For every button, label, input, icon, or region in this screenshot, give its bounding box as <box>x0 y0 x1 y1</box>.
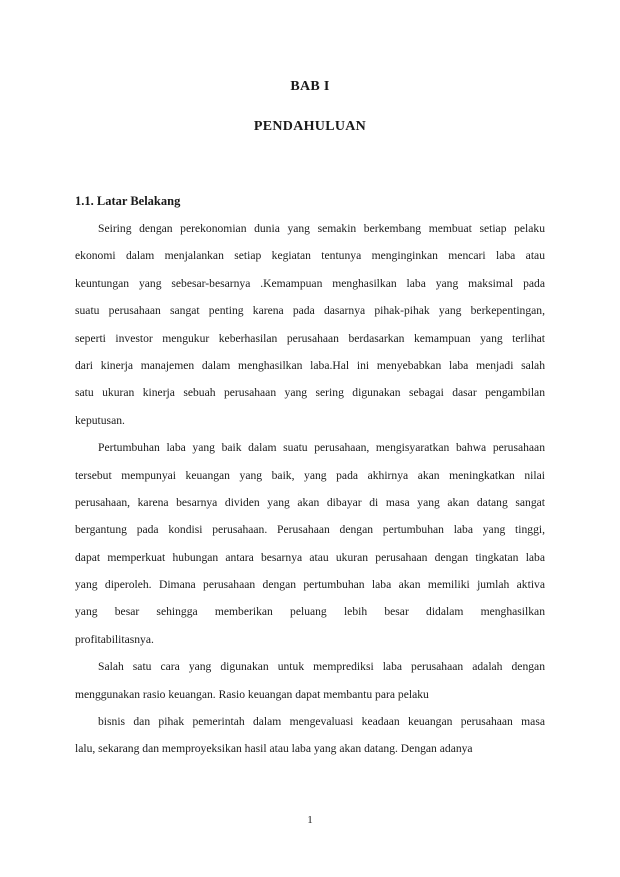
body-line: lalu, sekarang dan memproyeksikan hasil atau laba yang akan datang. Dengan adanya <box>75 742 473 756</box>
body-line: dapat memperkuat hubungan antara besarnya atau ukuran perusahaan dengan tingkatan laba <box>75 550 545 564</box>
section-heading: 1.1. Latar Belakang <box>75 194 181 208</box>
body-line: yang besar sehingga memberikan peluang lebih besar didalam menghasilkan <box>75 605 545 619</box>
body-line: tersebut mempunyai keuangan yang baik, yang pada akhirnya akan meningkatkan nilai <box>75 468 545 482</box>
chapter-title: PENDAHULUAN <box>253 119 367 134</box>
body-text <box>75 215 545 763</box>
body-line: bergantung pada kondisi perusahaan. Perusahaan dengan pertumbuhan laba yang tinggi, <box>75 523 545 537</box>
body-line: ekonomi dalam menjalankan setiap kegiatan tentunya menginginkan mencari laba atau <box>75 249 545 263</box>
body-line: keuntungan yang sebesar-besarnya .Kemampuan menghasilkan laba yang maksimal pada <box>75 276 545 290</box>
body-line: Pertumbuhan laba yang baik dalam suatu perusahaan, mengisyaratkan bahwa perusahaan <box>98 441 545 455</box>
body-line: satu ukuran kinerja sebuah perusahaan yang sering digunakan sebagai dasar pengambilan <box>75 386 545 400</box>
body-line: perusahaan, karena besarnya dividen yang akan dibayar di masa yang akan datang sangat <box>75 495 545 509</box>
body-line: yang diperoleh. Dimana perusahaan dengan pertumbuhan laba akan memiliki jumlah aktiva <box>75 578 545 592</box>
body-line: seperti investor mengukur keberhasilan perusahaan berdasarkan kemampuan yang terlihat <box>75 331 545 345</box>
body-line: dari kinerja manajemen dalam menghasilkan laba.Hal ini menyebabkan laba menjadi salah <box>75 358 545 372</box>
chapter-number: BAB I <box>290 79 330 94</box>
page-number: 1 <box>307 814 313 826</box>
body-line: profitabilitasnya. <box>75 632 154 646</box>
body-line: menggunakan rasio keuangan. Rasio keuangan dapat membantu para pelaku <box>75 687 429 701</box>
body-line: suatu perusahaan sangat penting karena pada dasarnya pihak-pihak yang berkepentingan, <box>75 304 545 318</box>
body-line: keputusan. <box>75 413 125 427</box>
body-line: bisnis dan pihak pemerintah dalam mengevaluasi keadaan keuangan perusahaan masa <box>98 715 545 729</box>
body-line: Salah satu cara yang digunakan untuk memprediksi laba perusahaan adalah dengan <box>98 660 545 674</box>
body-line: Seiring dengan perekonomian dunia yang semakin berkembang membuat setiap pelaku <box>98 222 545 235</box>
